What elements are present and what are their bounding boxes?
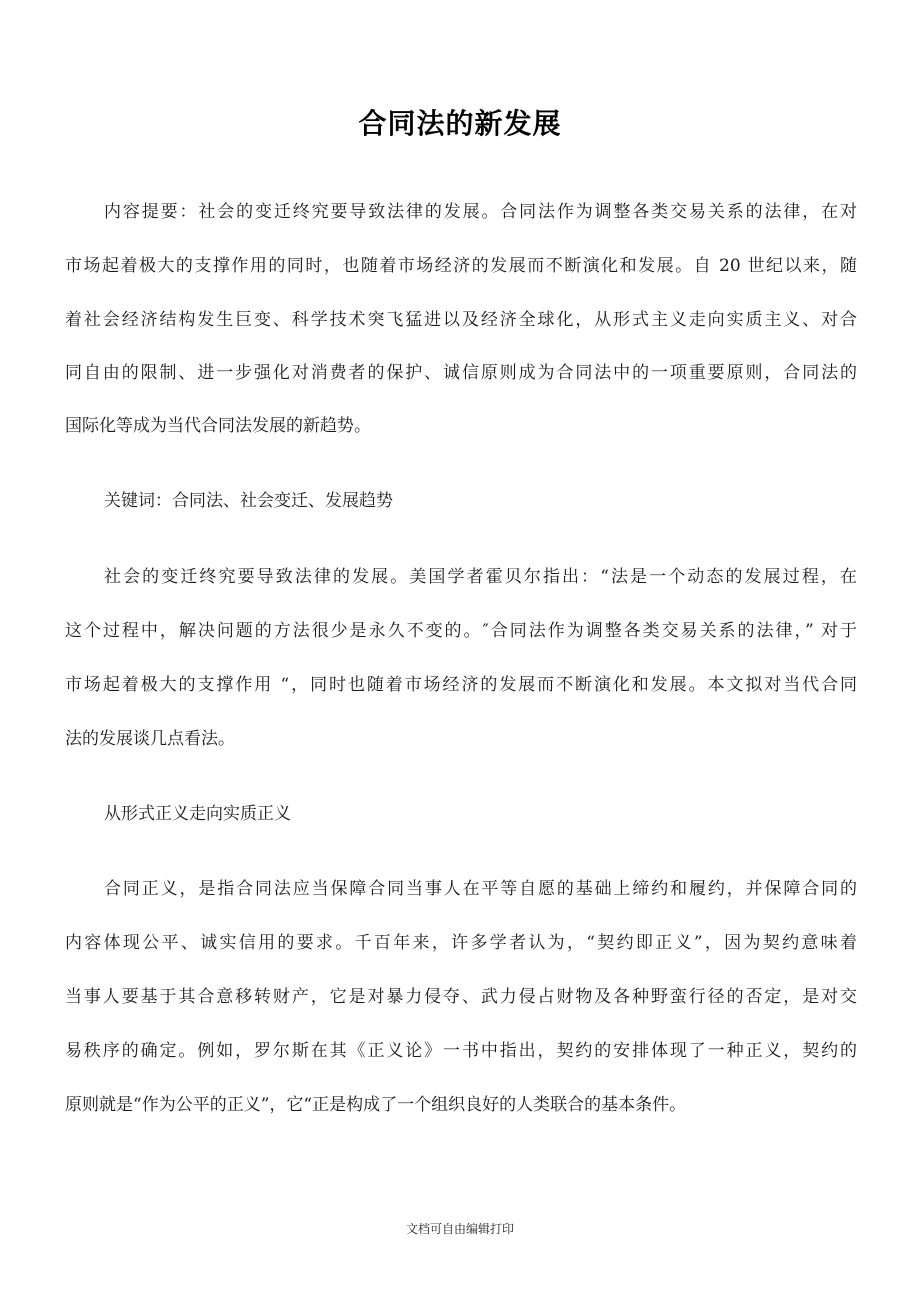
section-heading: 从形式正义走向实质正义 (104, 804, 291, 824)
abstract-line: 内容提要：社会的变迁终究要导致法律的发展。合同法作为调整各类交易关系的法律，在对 (104, 202, 857, 222)
intro-line: 法的发展谈几点看法。 (65, 729, 235, 749)
abstract-line: 市场起着极大的支撑作用的同时，也随着市场经济的发展而不断演化和发展。自 20 世纪以来，随 (65, 256, 857, 276)
intro-line: 这个过程中，解决问题的方法很少是永久不变的。″合同法作为调整各类交易关系的法律，” 对于 (65, 621, 857, 641)
section-body-line: 当事人要基于其合意移转财产，它是对暴力侵夺、武力侵占财物及各种野蛮行径的否定，是对交 (65, 987, 857, 1007)
intro-line: 市场起着极大的支撑作用 “，同时也随着市场经济的发展而不断演化和发展。本文拟对当代合同 (65, 675, 857, 695)
page-footer: 文档可自由编辑打印 (405, 1222, 514, 1236)
abstract-line: 同自由的限制、进一步强化对消费者的保护、诚信原则成为合同法中的一项重要原则，合同法的 (65, 363, 857, 383)
abstract-line: 国际化等成为当代合同法发展的新趋势。 (65, 416, 371, 436)
section-body-line: 内容体现公平、诚实信用的要求。千百年来，许多学者认为，“契约即正义”，因为契约意味着 (65, 933, 857, 953)
abstract-line: 着社会经济结构发生巨变、科学技术突飞猛进以及经济全球化，从形式主义走向实质主义、对合 (65, 310, 857, 330)
intro-line: 社会的变迁终究要导致法律的发展。美国学者霍贝尔指出：“法是一个动态的发展过程，在 (104, 567, 857, 587)
section-body-line: 易秩序的确定。例如，罗尔斯在其《正义论》一书中指出，契约的安排体现了一种正义，契约的 (65, 1041, 857, 1061)
document-title: 合同法的新发展 (358, 107, 562, 140)
section-body-line: 合同正义，是指合同法应当保障合同当事人在平等自愿的基础上缔约和履约，并保障合同的 (104, 879, 857, 899)
section-body-line: 原则就是“作为公平的正义”，它“正是构成了一个组织良好的人类联合的基本条件。 (65, 1095, 687, 1115)
keywords: 关键词：合同法、社会变迁、发展趋势 (104, 491, 393, 511)
